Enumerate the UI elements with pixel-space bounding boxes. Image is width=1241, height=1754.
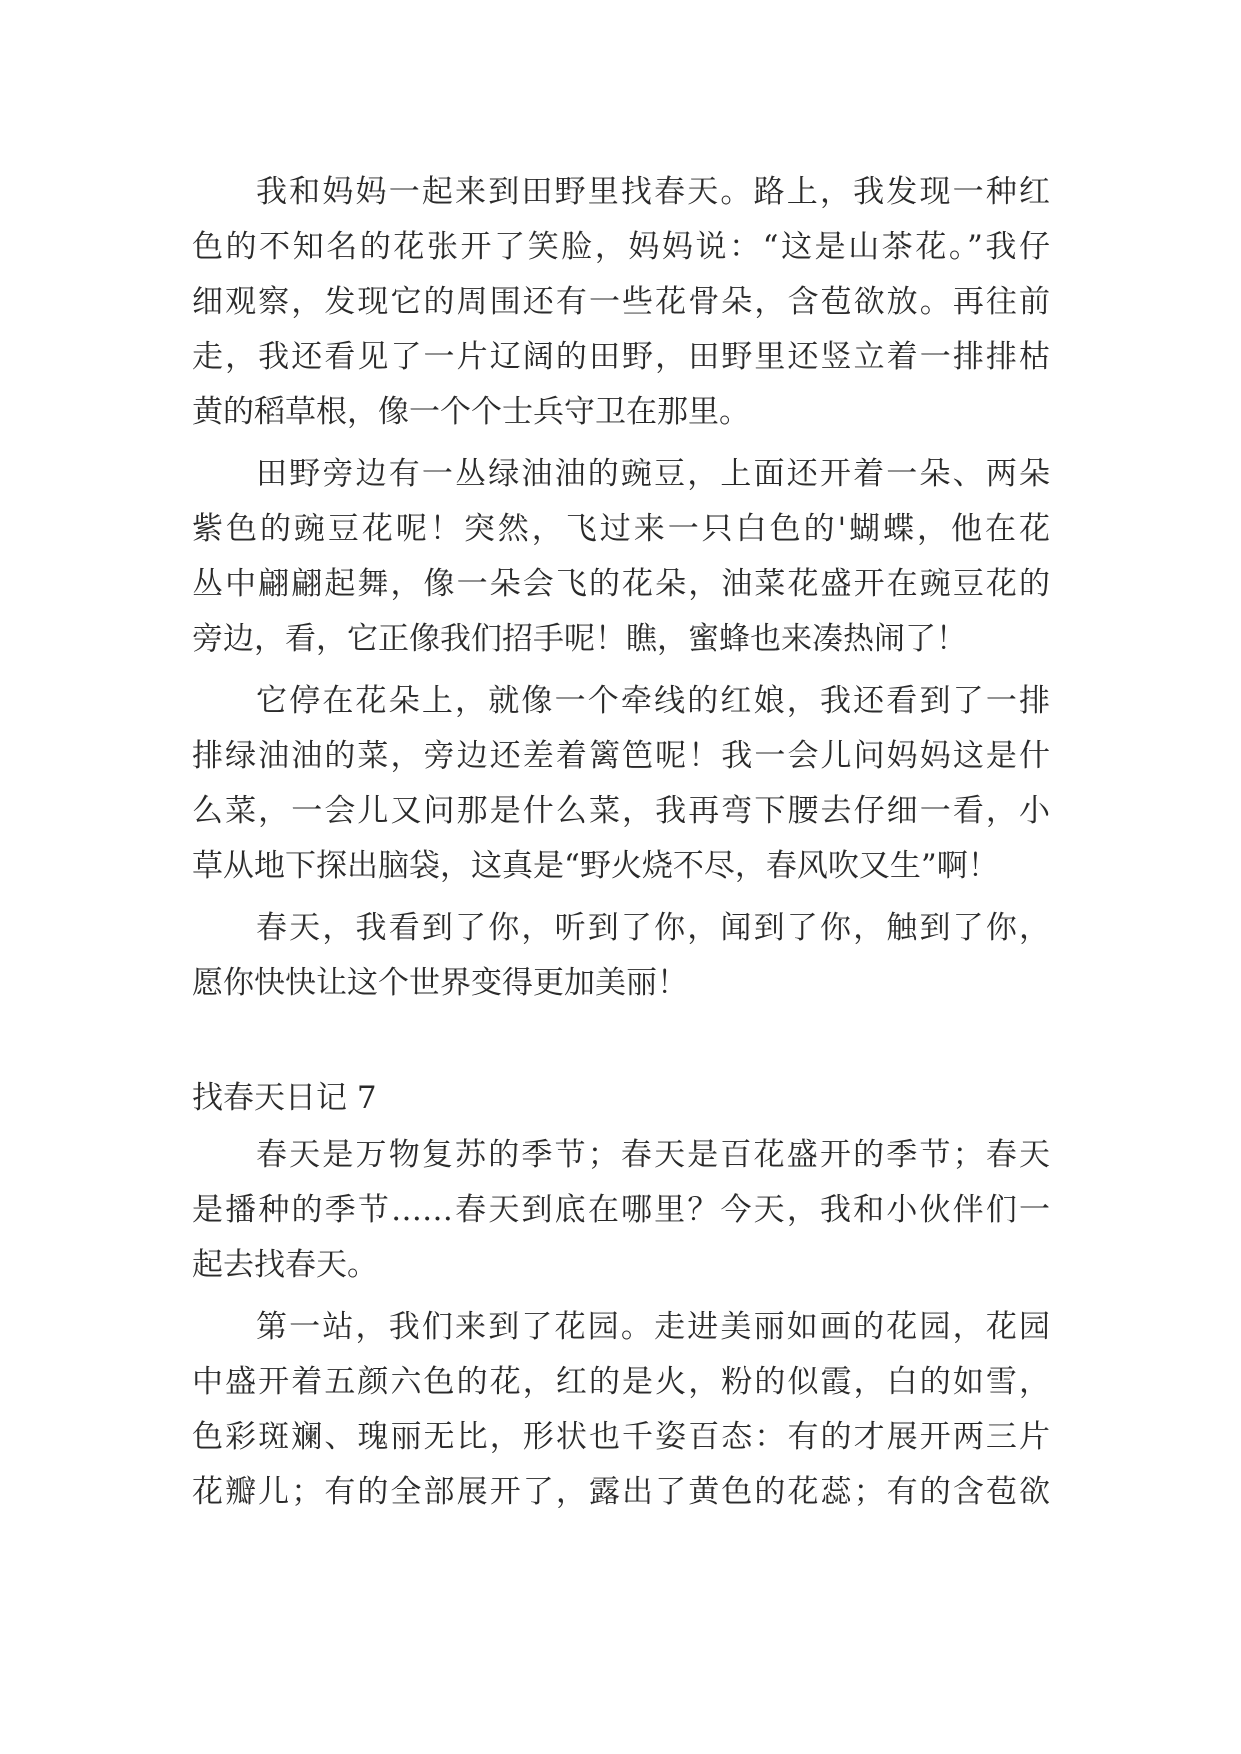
section-paragraph-2-line-3: 色彩斑斓、瑰丽无比，形状也千姿百态：有的才展开两三片 — [192, 1419, 1050, 1455]
section-paragraph-1-line-2: 是播种的季节……春天到底在哪里？今天，我和小伙伴们一 — [192, 1192, 1050, 1228]
section-title: 找春天日记 7 — [192, 1080, 377, 1116]
section-paragraph-1-line-1: 春天是万物复苏的季节；春天是百花盛开的季节；春天 — [256, 1137, 1050, 1173]
paragraph-1-line-5: 黄的稻草根，像一个个士兵守卫在那里。 — [192, 394, 750, 430]
section-paragraph-2-line-1: 第一站，我们来到了花园。走进美丽如画的花园，花园 — [256, 1309, 1050, 1345]
paragraph-3-line-2: 排绿油油的菜，旁边还差着篱笆呢！我一会儿问妈妈这是什 — [192, 738, 1050, 774]
paragraph-3-line-4: 草从地下探出脑袋，这真是“野火烧不尽，春风吹又生”啊！ — [192, 848, 999, 884]
paragraph-4-line-2: 愿你快快让这个世界变得更加美丽！ — [192, 965, 688, 1001]
paragraph-1-line-3: 细观察，发现它的周围还有一些花骨朵，含苞欲放。再往前 — [192, 284, 1050, 320]
section-paragraph-2-line-2: 中盛开着五颜六色的花，红的是火，粉的似霞，白的如雪， — [192, 1364, 1050, 1400]
paragraph-1-line-1: 我和妈妈一起来到田野里找春天。路上，我发现一种红 — [256, 174, 1050, 210]
paragraph-4-line-1: 春天，我看到了你，听到了你，闻到了你，触到了你， — [256, 910, 1050, 946]
paragraph-3-line-3: 么菜，一会儿又问那是什么菜，我再弯下腰去仔细一看，小 — [192, 793, 1050, 829]
paragraph-1-line-4: 走，我还看见了一片辽阔的田野，田野里还竖立着一排排枯 — [192, 339, 1050, 375]
paragraph-2-line-3: 丛中翩翩起舞，像一朵会飞的花朵，油菜花盛开在豌豆花的 — [192, 566, 1050, 602]
paragraph-2-line-2: 紫色的豌豆花呢！突然，飞过来一只白色的'蝴蝶，他在花 — [192, 511, 1050, 547]
paragraph-2-line-4: 旁边，看，它正像我们招手呢！瞧，蜜蜂也来凑热闹了！ — [192, 621, 967, 657]
paragraph-1-line-2: 色的不知名的花张开了笑脸，妈妈说：“这是山茶花。”我仔 — [192, 229, 1050, 265]
paragraph-3-line-1: 它停在花朵上，就像一个牵线的红娘，我还看到了一排 — [256, 683, 1050, 719]
section-paragraph-1-line-3: 起去找春天。 — [192, 1247, 378, 1283]
paragraph-2-line-1: 田野旁边有一丛绿油油的豌豆，上面还开着一朵、两朵 — [256, 456, 1050, 492]
section-paragraph-2-line-4: 花瓣儿；有的全部展开了，露出了黄色的花蕊；有的含苞欲 — [192, 1474, 1050, 1510]
